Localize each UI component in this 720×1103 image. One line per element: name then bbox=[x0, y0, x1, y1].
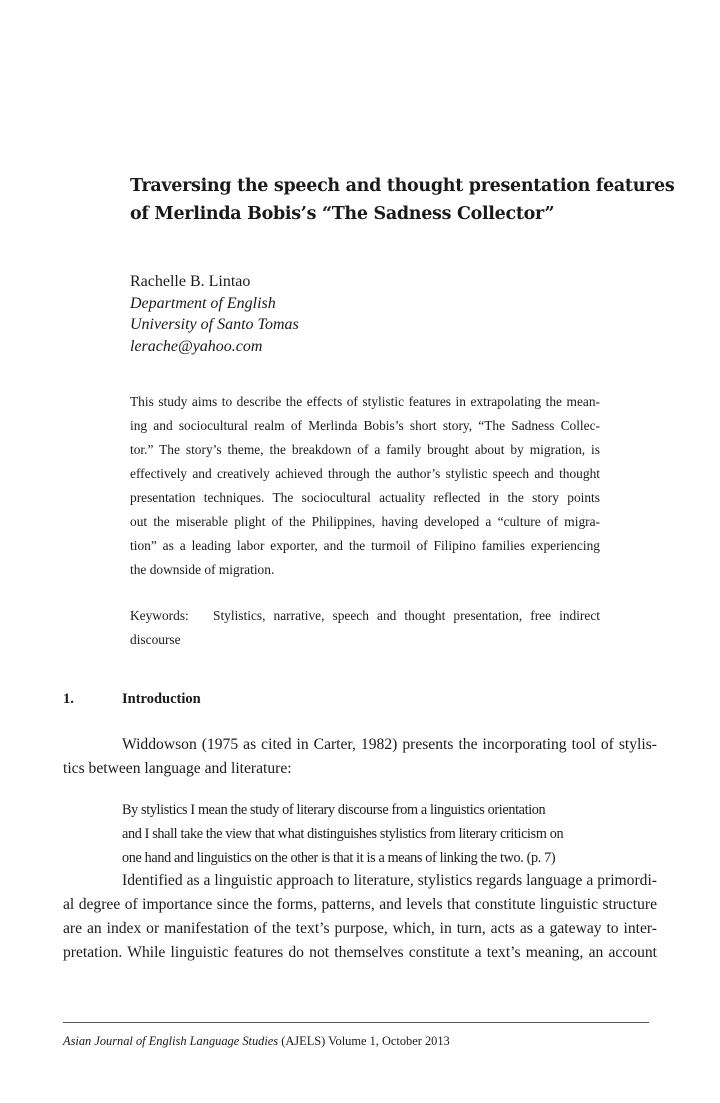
author-email: lerache@yahoo.com bbox=[130, 337, 263, 355]
author-department: Department of English bbox=[130, 294, 276, 312]
quote-line: and I shall take the view that what distinguishes stylistics from literary criticism on bbox=[122, 826, 564, 842]
title-line-1: Traversing the speech and thought presentation features bbox=[130, 176, 675, 196]
quote-line: one hand and linguistics on the other is that it is a means of linking the two. (p. 7) bbox=[122, 850, 556, 866]
footer-details: (AJELS) Volume 1, October 2013 bbox=[278, 1034, 450, 1048]
keywords bbox=[130, 604, 600, 652]
author-university: University of Santo Tomas bbox=[130, 316, 299, 333]
paper-title bbox=[130, 172, 675, 228]
abstract-line: presentation techniques. The sociocultural actuality reflected in the story points bbox=[130, 490, 600, 505]
abstract bbox=[130, 390, 600, 582]
paragraph-line: are an index or manifestation of the text’s purpose, which, in turn, acts as a gateway to inter- bbox=[63, 920, 657, 937]
paragraph-line: Identified as a linguistic approach to literature, stylistics regards language a primordi- bbox=[122, 872, 657, 889]
section-heading bbox=[63, 688, 463, 710]
section-number: 1. bbox=[63, 691, 74, 707]
block-quote bbox=[122, 798, 600, 870]
abstract-line: tion” as a leading labor exporter, and the turmoil of Filipino families experiencing bbox=[130, 538, 600, 553]
abstract-line: effectively and creatively achieved through the author’s stylistic speech and thought bbox=[130, 466, 600, 481]
footer-divider bbox=[63, 1022, 649, 1023]
section-title: Introduction bbox=[122, 691, 201, 707]
paragraph-line: Widdowson (1975 as cited in Carter, 1982) presents the incorporating tool of stylis- bbox=[122, 736, 657, 753]
abstract-line: tor.” The story’s theme, the breakdown of a family brought about by migration, is bbox=[130, 442, 600, 457]
paragraph-line: al degree of importance since the forms, patterns, and levels that constitute linguistic structure bbox=[63, 896, 657, 913]
quote-line: By stylistics I mean the study of literary discourse from a linguistics orientation bbox=[122, 802, 546, 818]
author-block bbox=[130, 271, 530, 357]
abstract-line: ing and sociocultural realm of Merlinda Bobis’s short story, “The Sadness Collec- bbox=[130, 418, 600, 433]
paragraph-line: tics between language and literature: bbox=[63, 760, 292, 777]
abstract-line: the downside of migration. bbox=[130, 562, 275, 577]
author-name: Rachelle B. Lintao bbox=[130, 273, 251, 290]
abstract-line: This study aims to describe the effects of stylistic features in extrapolating the mean- bbox=[130, 394, 600, 409]
abstract-line: out the miserable plight of the Philippines, having developed a “culture of migra- bbox=[130, 514, 600, 529]
body-paragraph-1 bbox=[63, 733, 657, 781]
page-footer bbox=[63, 1032, 663, 1050]
footer-journal-name: Asian Journal of English Language Studies bbox=[63, 1034, 279, 1048]
title-line-2: of Merlinda Bobis’s “The Sadness Collector” bbox=[130, 204, 555, 224]
keywords-list-continued: discourse bbox=[130, 632, 181, 647]
keywords-list: Stylistics, narrative, speech and thought presentation, free indirect bbox=[213, 608, 600, 623]
keywords-label: Keywords: bbox=[130, 608, 189, 623]
body-paragraph-2 bbox=[63, 869, 657, 965]
paragraph-line: pretation. While linguistic features do not themselves constitute a text’s meaning, an account bbox=[63, 944, 657, 961]
